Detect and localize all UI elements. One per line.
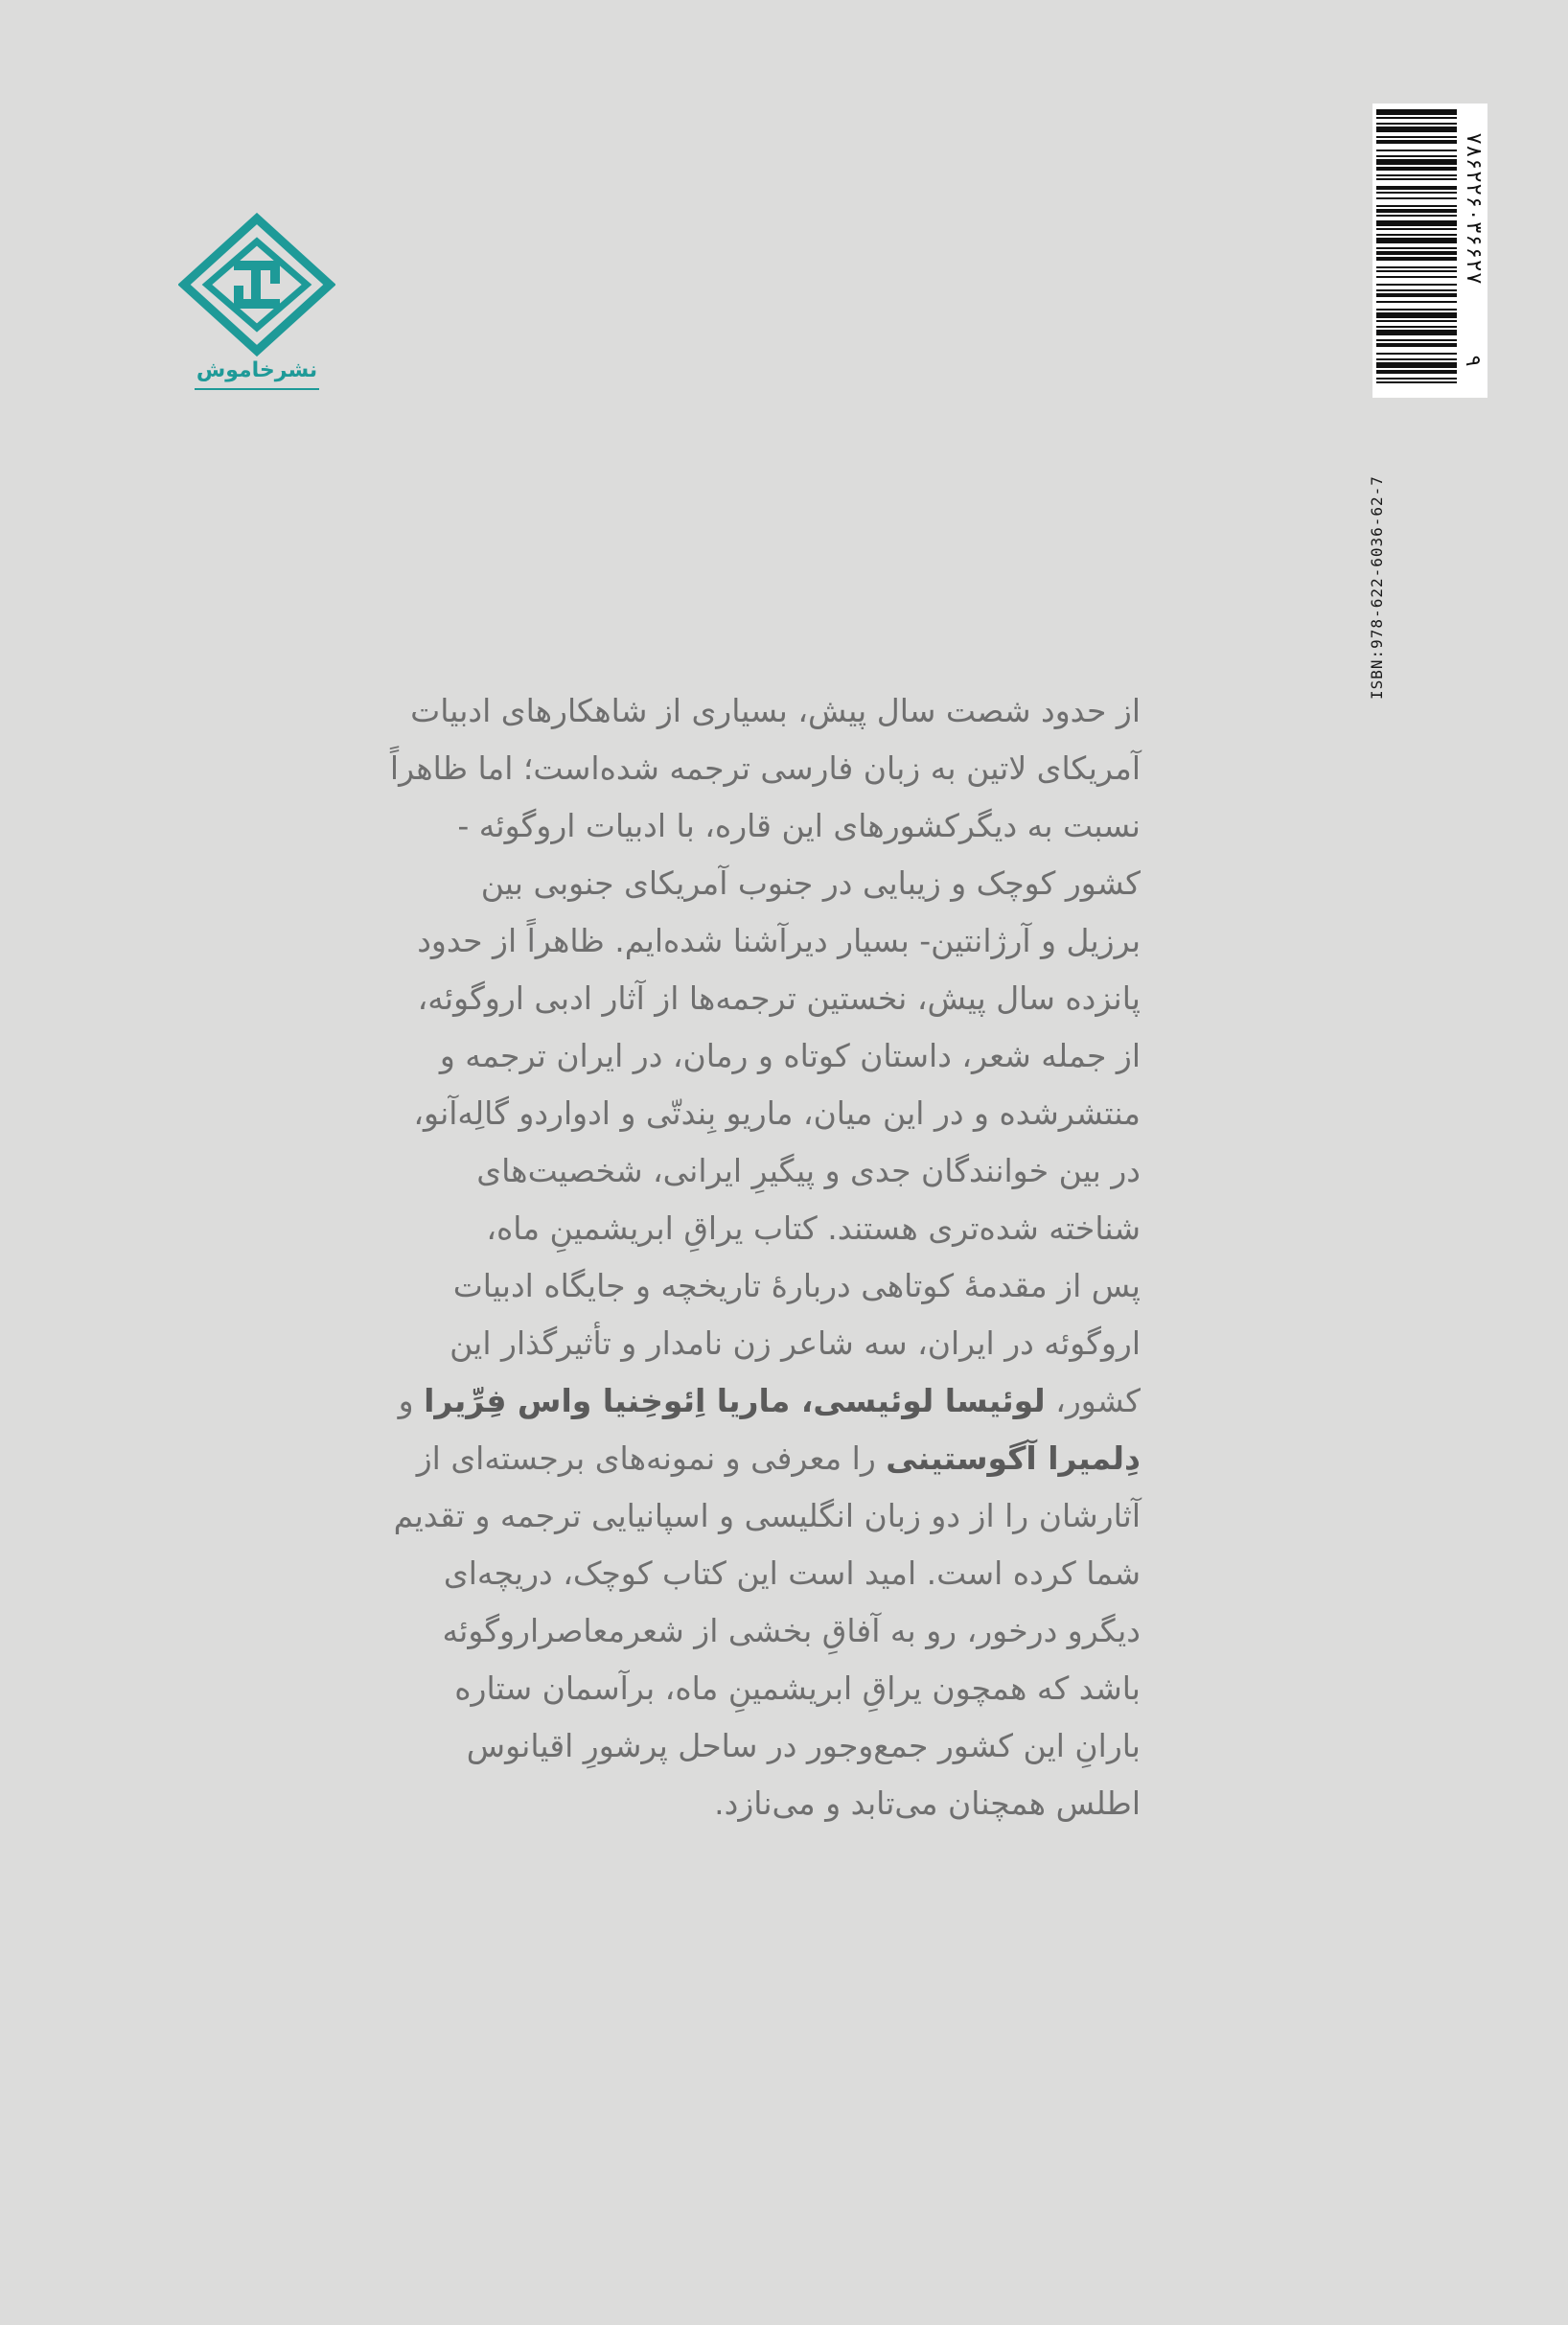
publisher-logo bbox=[178, 213, 335, 401]
barcode-bar bbox=[1376, 192, 1457, 194]
barcode-bar bbox=[1376, 109, 1457, 115]
blurb-line: آثارشان را از دو زبان انگلیسی و اسپانیایی ترجمه و تقدیم bbox=[393, 1497, 1141, 1534]
barcode-bar bbox=[1376, 330, 1457, 335]
barcode-bar bbox=[1376, 326, 1457, 328]
blurb-text: و bbox=[398, 1382, 414, 1419]
blurb-line: در بین خوانندگان جدی و پیگیرِ ایرانی، شخصیت‌های bbox=[476, 1152, 1141, 1189]
back-cover-blurb bbox=[292, 682, 1141, 1832]
barcode-bar bbox=[1376, 238, 1457, 243]
barcode-bar bbox=[1376, 150, 1457, 151]
barcode-bar bbox=[1376, 301, 1457, 303]
barcode-bar bbox=[1376, 293, 1457, 297]
barcode-bar bbox=[1376, 343, 1457, 347]
barcode-bar bbox=[1376, 266, 1457, 268]
barcode-bar bbox=[1376, 159, 1457, 165]
barcode-bar bbox=[1376, 276, 1457, 278]
barcode-digit-first: ۹ bbox=[1461, 355, 1485, 368]
poet-names: لوئیسا لوئیسی، ماریا اِئوخِنیا واس فِرِّیرا bbox=[424, 1382, 1046, 1419]
barcode-bar bbox=[1376, 257, 1457, 261]
barcode-bar bbox=[1376, 284, 1457, 286]
barcode-bar bbox=[1376, 251, 1457, 255]
barcode-bar bbox=[1376, 247, 1457, 249]
barcode-bar bbox=[1376, 140, 1457, 144]
poet-name: دِلمیرا آگوستینی bbox=[886, 1439, 1141, 1477]
blurb-line: کشور کوچک و زیبایی در جنوب آمریکای جنوبی بین bbox=[480, 864, 1141, 902]
blurb-line-poets bbox=[292, 1430, 1141, 1487]
barcode-bar bbox=[1376, 197, 1457, 199]
blurb-line: اروگوئه در ایران، سه شاعر زن نامدار و تأثیرگذار این bbox=[450, 1324, 1141, 1362]
barcode-bar bbox=[1376, 228, 1457, 230]
blurb-text: را معرفی و نمونه‌های برجسته‌ای از bbox=[416, 1439, 876, 1477]
blurb-line: شما کرده است. امید است این کتاب کوچک، دریچه‌ای bbox=[443, 1554, 1141, 1592]
barcode-bar bbox=[1376, 136, 1457, 138]
barcode bbox=[1372, 104, 1487, 398]
publisher-emblem-icon bbox=[178, 213, 335, 357]
blurb-line: از جمله شعر، داستان کوتاه و رمان، در ایران ترجمه و bbox=[439, 1037, 1141, 1074]
barcode-bar bbox=[1376, 155, 1457, 157]
barcode-bar bbox=[1376, 289, 1457, 291]
blurb-line: اطلس همچنان می‌تابد و می‌نازد. bbox=[714, 1784, 1141, 1822]
blurb-line: منتشرشده و در این میان، ماریو بِندتّی و ادواردو گالِه‌آنو، bbox=[413, 1094, 1141, 1132]
blurb-line: برزیل و آرژانتین- بسیار دیرآشنا شده‌ایم. ظاهراً از حدود bbox=[417, 922, 1141, 959]
barcode-digits: ۷۸۶۲۲۶۰۳۶۶۲۷ bbox=[1462, 132, 1486, 285]
barcode-bar bbox=[1376, 215, 1457, 217]
blurb-line: پس از مقدمهٔ کوتاهی دربارهٔ تاریخچه و جایگاه ادبیات bbox=[452, 1267, 1141, 1304]
barcode-bar bbox=[1376, 234, 1457, 236]
barcode-bar bbox=[1376, 370, 1457, 374]
barcode-bar bbox=[1376, 167, 1457, 171]
barcode-bar bbox=[1376, 320, 1457, 322]
barcode-bars-icon bbox=[1376, 109, 1457, 383]
barcode-bar bbox=[1376, 220, 1457, 226]
barcode-bar bbox=[1376, 127, 1457, 132]
blurb-line: نسبت به دیگرکشورهای این قاره، با ادبیات اروگوئه - bbox=[457, 807, 1141, 844]
barcode-bar bbox=[1376, 358, 1457, 360]
barcode-bar bbox=[1376, 309, 1457, 311]
barcode-bar bbox=[1376, 205, 1457, 207]
barcode-bar bbox=[1376, 123, 1457, 125]
blurb-line-poets bbox=[292, 1372, 1141, 1430]
blurb-line: آمریکای لاتین به زبان فارسی ترجمه شده‌است؛ اما ظاهراً bbox=[389, 749, 1141, 787]
barcode-bar bbox=[1376, 362, 1457, 368]
blurb-line: پانزده سال پیش، نخستین ترجمه‌ها از آثار ادبی اروگوئه، bbox=[417, 979, 1141, 1017]
barcode-bar bbox=[1376, 339, 1457, 341]
blurb-line: از حدود شصت سال پیش، بسیاری از شاهکارهای ادبیات bbox=[410, 692, 1141, 729]
barcode-bar bbox=[1376, 178, 1457, 180]
barcode-bar bbox=[1376, 381, 1457, 383]
barcode-bar bbox=[1376, 378, 1457, 380]
blurb-line: باشد که همچون یراقِ ابریشمینِ ماه، برآسمان ستاره bbox=[454, 1669, 1141, 1707]
blurb-line: بارانِ این کشور جمع‌وجور در ساحل پرشورِ اقیانوس bbox=[466, 1727, 1141, 1764]
publisher-name: نشرخاموش bbox=[195, 358, 319, 390]
isbn-label: ISBN:978-622-6036-62-7 bbox=[1368, 475, 1386, 700]
barcode-bar bbox=[1376, 117, 1457, 119]
blurb-line: شناخته شده‌تری هستند. کتاب یراقِ ابریشمینِ ماه، bbox=[486, 1209, 1141, 1247]
barcode-bar bbox=[1376, 353, 1457, 355]
barcode-bar bbox=[1376, 186, 1457, 190]
barcode-bar bbox=[1376, 312, 1457, 318]
blurb-line: دیگرو درخور، رو به آفاقِ بخشی از شعرمعاصراروگوئه bbox=[442, 1612, 1141, 1649]
barcode-bar bbox=[1376, 209, 1457, 213]
barcode-bar bbox=[1376, 270, 1457, 272]
blurb-text: کشور، bbox=[1055, 1382, 1141, 1419]
barcode-bar bbox=[1376, 174, 1457, 176]
